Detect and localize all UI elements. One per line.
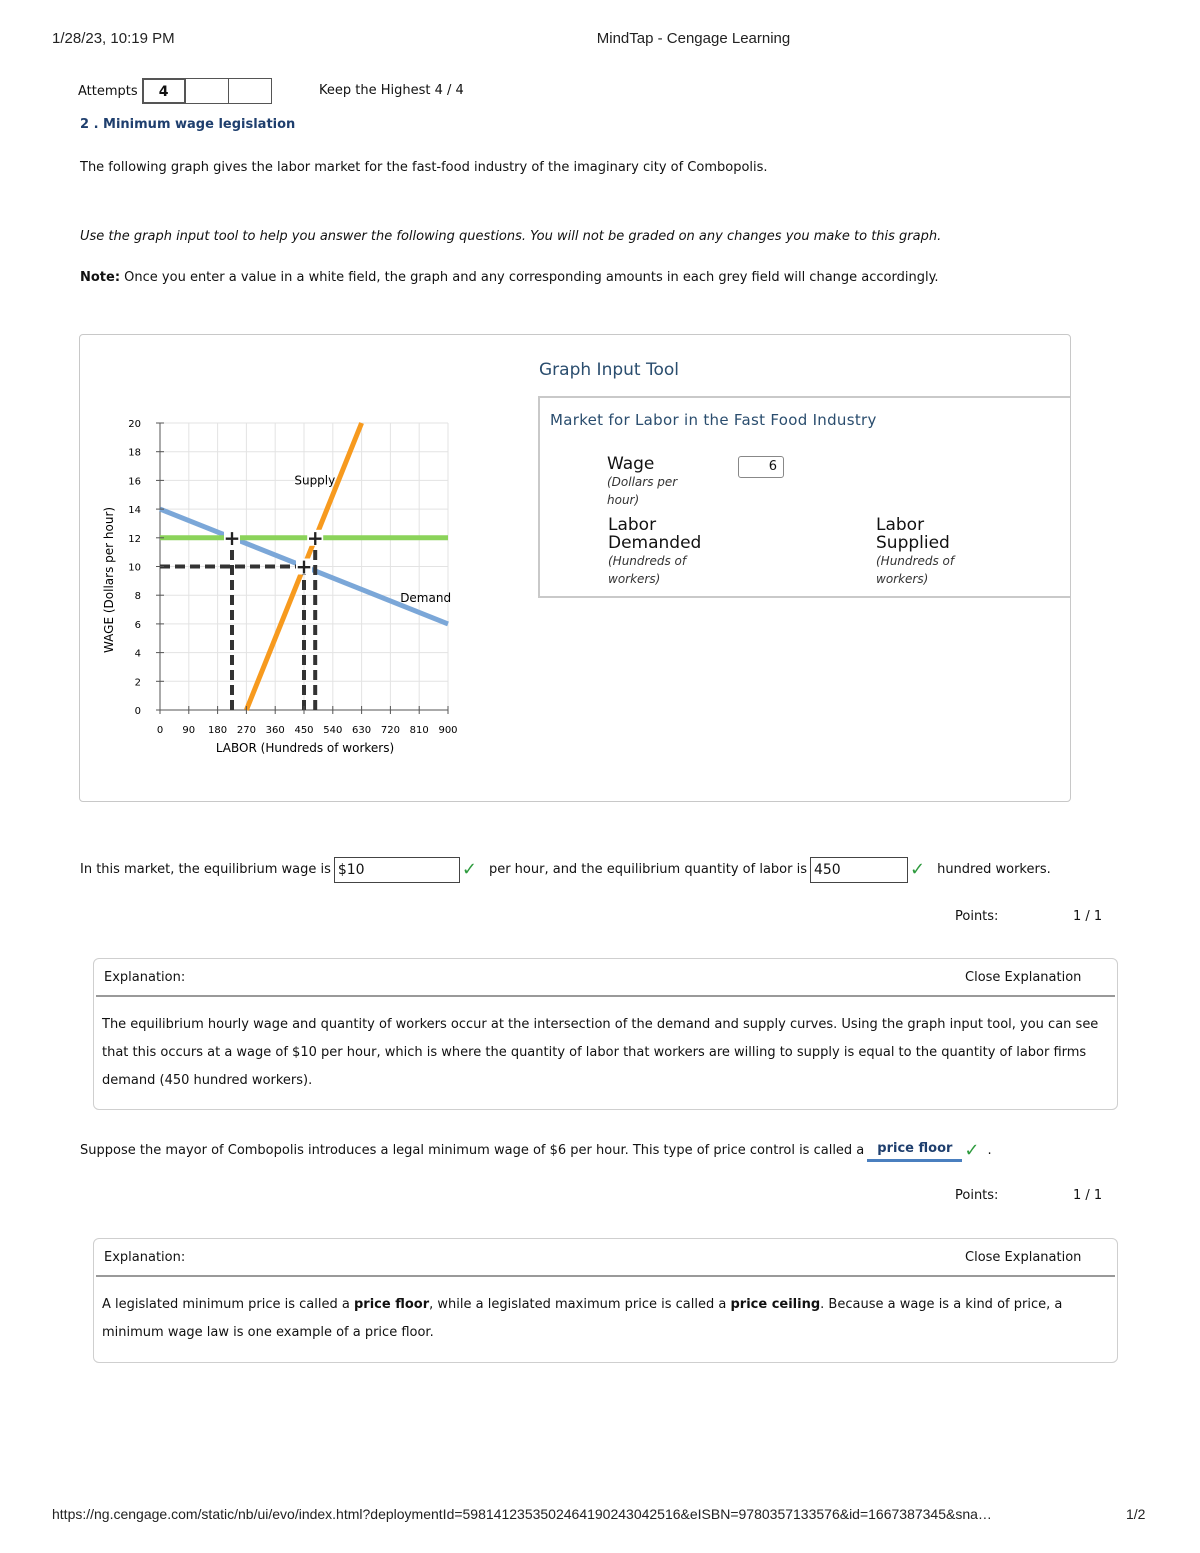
q2-points-label: Points: (955, 1188, 999, 1203)
print-url: https://ng.cengage.com/static/nb/ui/evo/index.html?deploymentId=5981412353502464190243042516&eISBN=9780357133576&id=1667387345&sna… (52, 1506, 992, 1522)
attempt-box-1: 4 (142, 78, 186, 104)
q1-points-value: 1 / 1 (1073, 909, 1103, 924)
note-label: Note: (80, 270, 121, 285)
q2-row (80, 1139, 992, 1162)
supplied-label: Labor Supplied (876, 515, 950, 553)
print-title: MindTap - Cengage Learning (596, 30, 791, 47)
y-tick-label: 6 (134, 619, 141, 631)
q1-row (80, 857, 1051, 883)
expl2-text-1: A legislated minimum price is called a (102, 1297, 354, 1312)
explanation-body (102, 1291, 1112, 1347)
x-tick-label: 540 (323, 725, 343, 736)
q1-pre: In this market, the equilibrium wage is (80, 862, 331, 877)
expl2-text-3: . Because a wage is a kind of price, a minimum wage law is one example of a price floor. (102, 1297, 1063, 1340)
q2-post: . (987, 1142, 992, 1158)
y-axis-label: WAGE (Dollars per hour) (102, 506, 116, 654)
question-instruction: Use the graph input tool to help you answer the following questions. You will not be graded on any changes you make to this graph. (80, 229, 942, 244)
x-tick-label: 360 (265, 725, 285, 736)
q1-points-label: Points: (955, 909, 999, 924)
graph-input-tool-title: Graph Input Tool (539, 360, 679, 380)
y-tick-label: 18 (128, 447, 141, 459)
y-tick-label: 16 (128, 476, 141, 488)
question-note (80, 268, 939, 288)
y-tick-label: 14 (128, 505, 141, 517)
print-datetime: 1/28/23, 10:19 PM (52, 30, 175, 47)
demand-curve-label: Demand (400, 591, 452, 606)
graph-input-panel (538, 396, 1070, 598)
y-tick-label: 10 (128, 562, 141, 574)
y-tick-label: 20 (128, 419, 141, 430)
close-explanation-link[interactable]: Close Explanation (965, 1250, 1082, 1265)
x-tick-label: 630 (352, 725, 372, 736)
keep-highest: Keep the Highest 4 / 4 (319, 83, 464, 98)
x-tick-label: 810 (409, 725, 429, 736)
attempts-label: Attempts (78, 83, 138, 99)
price-control-answer[interactable]: price floor (867, 1139, 962, 1162)
wage-label: Wage (607, 454, 655, 474)
explanation-box-2 (93, 1238, 1118, 1363)
supplied-sub: (Hundreds of workers) (876, 554, 955, 586)
x-tick-label: 90 (182, 725, 196, 736)
point-marker: + (295, 554, 313, 579)
panel-title: Market for Labor in the Fast Food Industry (550, 411, 877, 429)
check-icon: ✓ (461, 859, 477, 880)
demanded-sub: (Hundreds of workers) (608, 554, 687, 586)
demanded-label-group (608, 516, 718, 588)
labor-market-chart[interactable] (80, 335, 530, 795)
explanation-divider (96, 995, 1115, 997)
q2-points-value: 1 / 1 (1073, 1188, 1103, 1203)
explanation-divider (96, 1275, 1115, 1277)
check-icon: ✓ (964, 1139, 980, 1161)
expl2-bold-price-floor: price floor (353, 1297, 430, 1312)
x-tick-label: 720 (380, 725, 400, 736)
attempt-box-3 (228, 78, 272, 104)
question-intro: The following graph gives the labor market for the fast-food industry of the imaginary city of Combopolis. (80, 160, 768, 175)
y-tick-label: 4 (134, 648, 141, 660)
expl2-text-2: , while a legislated maximum price is called a (429, 1297, 731, 1312)
supply-curve-label: Supply (294, 473, 336, 488)
x-tick-label: 450 (294, 725, 314, 736)
explanation-body: The equilibrium hourly wage and quantity of workers occur at the intersection of the demand and supply curves. Using the graph input tool, you can see that this occurs at a wage of $10 per hour, which is where the quantity of labor that workers are willing to supply is equal to the quantity of labor firms demand (450 hundred workers). (102, 1017, 1099, 1088)
note-text: Once you enter a value in a white field, the graph and any corresponding amounts in each grey field will change accordingly. (120, 270, 939, 285)
equilibrium-quantity-input[interactable]: 450 (810, 857, 908, 883)
equilibrium-wage-input[interactable]: $10 (334, 857, 460, 883)
x-tick-label: 180 (208, 725, 228, 736)
close-explanation-link[interactable]: Close Explanation (965, 970, 1082, 985)
demanded-label: Labor Demanded (608, 515, 702, 553)
explanation-label: Explanation: (104, 970, 186, 985)
point-marker: + (223, 525, 241, 550)
x-tick-label: 0 (156, 725, 164, 736)
y-tick-label: 12 (128, 533, 141, 545)
wage-input[interactable]: 6 (738, 456, 784, 478)
expl2-bold-price-ceiling: price ceiling (730, 1297, 821, 1312)
y-tick-label: 8 (134, 591, 141, 603)
attempts-row (78, 78, 272, 104)
y-tick-label: 2 (134, 677, 141, 689)
wage-label-group (607, 455, 697, 509)
q2-pre: Suppose the mayor of Combopolis introduces a legal minimum wage of $6 per hour. This type of price control is called a (80, 1142, 865, 1158)
print-page: 1/2 (1126, 1506, 1146, 1522)
y-tick-label: 0 (134, 706, 141, 717)
x-axis-label: LABOR (Hundreds of workers) (215, 741, 395, 755)
explanation-box-1 (93, 958, 1118, 1110)
wage-sub: (Dollars per hour) (607, 475, 678, 507)
attempt-box-2 (185, 78, 229, 104)
q1-mid: per hour, and the equilibrium quantity of labor is (488, 862, 807, 877)
question-title: 2 . Minimum wage legislation (80, 117, 296, 132)
x-tick-label: 270 (236, 725, 256, 736)
q1-post: hundred workers. (937, 862, 1051, 877)
x-tick-label: 900 (438, 725, 458, 736)
check-icon: ✓ (909, 859, 926, 880)
supplied-label-group (876, 516, 976, 588)
point-marker: + (306, 525, 324, 550)
explanation-label: Explanation: (104, 1250, 186, 1265)
